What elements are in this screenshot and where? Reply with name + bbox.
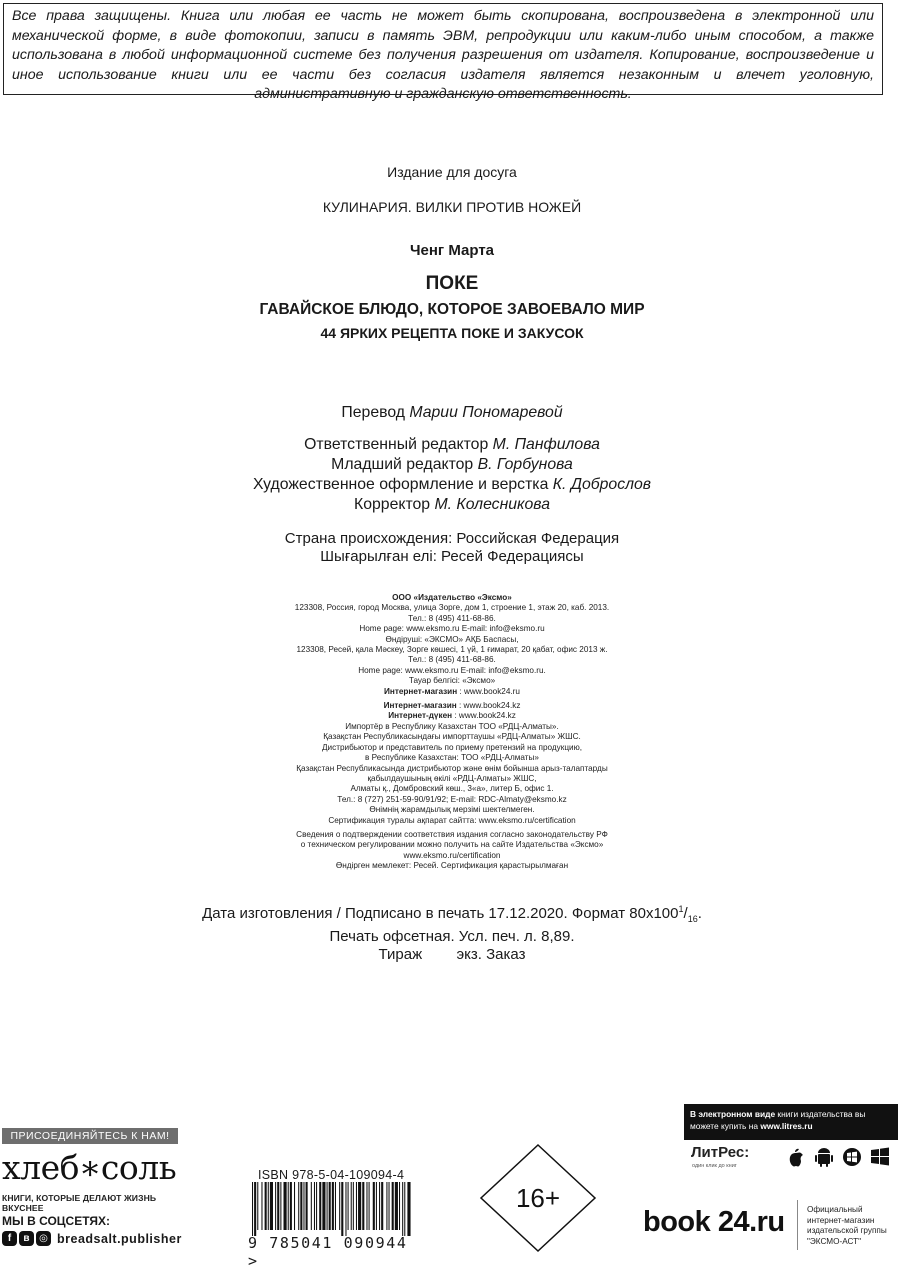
social-links [2,1231,182,1246]
barcode-bar [395,1182,398,1230]
format-fraction-denominator: 16 [687,914,698,924]
book24-desc-line: Официальный [807,1205,863,1214]
imprint-text: : www.book24.kz [452,711,516,721]
barcode-bar [335,1182,336,1230]
book24-desc-line: интернет-магазин [807,1215,875,1225]
imprint-text: Тел.: 8 (495) 411-68-86. [408,655,496,665]
staff-role: Ответственный редактор [304,436,489,453]
isbn-number: ISBN 978-5-04-109094-4 [258,1168,405,1182]
litres-logo: ЛитРес: [691,1144,750,1161]
staff-credit-row [0,475,904,495]
barcode-bar [351,1182,352,1230]
edition-type: Издание для досуга [387,164,517,180]
apple-icon [786,1146,806,1168]
barcode-bar [277,1182,279,1230]
book-subtitle-2: 44 ЯРКИХ РЕЦЕПТА ПОКЕ И ЗАКУСОК [320,325,584,341]
imprint-text: Тауар белгісі: «Эксмо» [408,676,496,686]
barcode-bar [353,1182,354,1230]
series-name: КУЛИНАРИЯ. ВИЛКИ ПРОТИВ НОЖЕЙ [322,199,582,215]
copyright-notice: Все права защищены. Книга или любая ее часть не может быть скопирована, воспроизведена в электронной или механической форме, в виде фотокопии, записи в память ЭВМ, репродукции или каким-либо иным способом, а также использована в любой информационной системе без получения разрешения от издателя. Копирование, воспроизведение и иное использование книги или ее части без согласия издателя является незаконным и влечет уголовную, административную и гражданскую ответственность. [3,3,883,95]
imprint-line [0,687,904,697]
barcode-bar [392,1182,394,1230]
vk-icon: в [19,1231,34,1246]
imprint-block-kazakhstan [0,701,904,826]
book-subtitle: ГАВАЙСКОЕ БЛЮДО, КОТОРОЕ ЗАВОЕВАЛО МИР [259,301,645,318]
litres-slogan: один клик до книг [692,1163,737,1169]
imprint-text: Импортёр в Республику Казахстан ТОО «РДЦ-Алматы». [345,721,559,731]
barcode-bar [288,1182,289,1230]
socials-label: МЫ В СОЦСЕТЯХ: [2,1214,111,1228]
print-date-text: Дата изготовления / Подписано в печать 17.12.2020. Формат 80x100 [202,905,679,922]
barcode-bar [314,1182,315,1230]
barcode-bar [341,1182,343,1236]
barcode-bar [290,1182,292,1230]
book-title: ПОКЕ [425,273,479,294]
barcode-bar [319,1182,321,1230]
litres-banner-text: книги издательства вы можете купить на [690,1109,866,1131]
barcode-bar [306,1182,308,1230]
staff-name: М. Колесникова [434,496,550,513]
barcode-bar [373,1182,375,1230]
imprint-line [0,851,904,861]
staff-name: М. Панфилова [492,436,600,453]
barcode-bar [402,1182,403,1236]
litres-site: www.litres.ru [760,1121,813,1131]
litres-banner [684,1104,898,1140]
barcode-bar [366,1182,367,1230]
format-fraction-numerator: 1 [678,904,684,914]
windows-icon [870,1146,890,1168]
imprint-line [0,764,904,774]
imprint-text: Тел.: 8 (495) 411-68-86. [408,613,496,623]
imprint-line [0,743,904,753]
barcode [248,1182,414,1236]
origin-ru: Страна происхождения: Российская Федерация [284,530,620,547]
imprint-text: в Республике Казахстан: ТОО «РДЦ-Алматы» [365,753,539,763]
imprint-text: қабылдаушының өкілі «РДЦ-Алматы» ЖШС, [367,773,537,783]
imprint-text: Home page: www.eksmo.ru E-mail: info@eksmo.ru [359,624,545,634]
barcode-bar [294,1182,295,1230]
imprint-text: Қазақстан Республикасындағы импорттаушы «РДЦ-Алматы» ЖШС. [323,732,581,742]
barcode-bar [356,1182,357,1230]
barcode-bar [376,1182,377,1230]
staff-role: Корректор [354,496,431,513]
barcode-bar [280,1182,281,1230]
windows-phone-icon [842,1146,862,1168]
barcode-bar [265,1182,267,1230]
barcode-bar [339,1182,340,1230]
imprint-line [0,635,904,645]
imprint-text: о техническом регулировании можно получить на сайте Издательства «Эксмо» [300,840,604,850]
join-us-banner: ПРИСОЕДИНЯЙТЕСЬ К НАМ! [2,1128,178,1144]
barcode-bar [348,1182,349,1230]
imprint-line [0,593,904,603]
staff-credit-row [0,495,904,515]
barcode-bar [381,1182,383,1230]
print-type: Печать офсетная. Усл. печ. л. 8,89. [329,928,575,945]
imprint-text: Тел.: 8 (727) 251-59-90/91/92; E-mail: RDC-Almaty@eksmo.kz [337,794,567,804]
imprint-label: Интернет-дүкен [388,711,453,721]
imprint-text: Алматы қ., Домбровский көш., 3«а», литер Б, офис 1. [350,784,554,794]
imprint-line [0,795,904,805]
barcode-bar [252,1182,253,1236]
imprint-block-certification [0,830,904,872]
barcode-digits: 9 785041 090944 > [248,1234,408,1270]
barcode-bar [303,1182,304,1230]
imprint-line [0,830,904,840]
staff-credits [0,435,904,515]
barcode-bar [407,1182,410,1236]
imprint-text: Сертификация туралы ақпарат сайтта: www.eksmo.ru/certification [328,815,576,825]
book24-description [807,1205,902,1247]
imprint-text: Сведения о подтверждении соответствия издания согласно законодательству РФ [296,829,608,839]
barcode-bar [345,1182,346,1236]
barcode-bar [369,1182,370,1230]
barcode-bar [386,1182,387,1230]
imprint-line [0,840,904,850]
print-date-end: . [697,905,702,922]
barcode-bar [358,1182,361,1230]
imprint-text: Өндірген мемлекет: Ресей. Сертификация қарастырылмаған [335,861,569,871]
print-date-format: Дата изготовления / Подписано в печать 17.12.2020. Формат $80x100^1/_{16}$. [202,904,702,924]
publisher-tagline: КНИГИ, КОТОРЫЕ ДЕЛАЮТ ЖИЗНЬ ВКУСНЕЕ [2,1193,157,1213]
imprint-text: 123308, Россия, город Москва, улица Зорге, дом 1, строение 1, этаж 20, каб. 2013. [294,603,610,613]
publisher-imprint [0,593,904,872]
imprint-text: ООО «Издательство «Эксмо» [392,593,512,602]
imprint-block-publisher [0,593,904,697]
imprint-text: Дистрибьютор и представитель по приему претензий на продукцию, [322,742,582,752]
platform-icons [786,1146,890,1168]
instagram-icon: ◎ [36,1231,51,1246]
imprint-line [0,624,904,634]
imprint-line [0,655,904,665]
imprint-text: Қазақстан Республикасында дистрибьютор және өнім бойынша арыз-талаптарды [296,763,608,773]
barcode-bar [284,1182,287,1230]
imprint-line [0,861,904,871]
barcode-bar [362,1182,364,1230]
barcode-bar [300,1182,302,1230]
translation-label: Перевод [341,404,405,421]
staff-role: Художественное оформление и верстка [252,476,549,493]
staff-name: К. Доброслов [552,476,652,493]
barcode-bar [399,1182,400,1230]
staff-credit-row [0,455,904,475]
print-run-label: Тираж [378,946,423,963]
imprint-label: Интернет-магазин [384,686,458,696]
imprint-text: : www.book24.ru [457,686,520,696]
imprint-text: 123308, Ресей, қала Мәскеу, Зорге көшесі, 1 үй, 1 ғимарат, 20 қабат, офис 2013 ж. [296,645,608,655]
imprint-line [0,732,904,742]
imprint-line [0,711,904,721]
print-order-label: экз. Заказ [456,946,526,963]
print-info [0,900,904,964]
imprint-line [0,666,904,676]
barcode-bar [327,1182,328,1230]
barcode-bar [389,1182,390,1230]
print-run [0,946,904,964]
barcode-bar [404,1182,405,1236]
barcode-bar [298,1182,299,1230]
imprint-line [0,603,904,613]
imprint-line [0,722,904,732]
barcode-bar [261,1182,262,1230]
litres-banner-bold: В электронном виде [690,1109,776,1119]
imprint-text: Өндіруші: «ЭКСМО» АҚБ Баспасы, [385,634,519,644]
facebook-icon: f [2,1231,17,1246]
imprint-line [0,701,904,711]
age-rating-badge [479,1143,597,1253]
imprint-line [0,676,904,686]
imprint-label: Интернет-магазин [383,701,457,711]
barcode-bar [268,1182,269,1230]
staff-role: Младший редактор [331,456,474,473]
barcode-bar [379,1182,380,1230]
staff-name: В. Горбунова [477,456,573,473]
barcode-bar [311,1182,312,1230]
publisher-logo: хлеб∗соль [2,1148,177,1187]
imprint-line [0,753,904,763]
book24-desc-line: издательской группы [807,1226,887,1235]
social-handle: breadsalt.publisher [57,1231,182,1246]
book24-desc-line: "ЭКСМО-АСТ" [807,1236,862,1246]
barcode-bar [270,1182,273,1230]
author-name: Ченг Марта [409,242,495,259]
imprint-text: www.eksmo.ru/certification [403,850,501,860]
book24-logo: book 24.ru [643,1206,785,1238]
translator-name: Марии Пономаревой [409,404,563,421]
imprint-line [0,805,904,815]
imprint-line [0,816,904,826]
barcode-bar [257,1182,258,1230]
imprint-line [0,784,904,794]
translation-credit [0,403,904,423]
barcode-bar [329,1182,331,1230]
imprint-line [0,614,904,624]
imprint-line [0,645,904,655]
imprint-text: Home page: www.eksmo.ru E-mail: info@eksmo.ru. [358,665,546,675]
imprint-text: : www.book24.kz [456,701,521,711]
barcode-bar [322,1182,325,1230]
staff-credit-row [0,435,904,455]
barcode-bar [254,1182,256,1236]
android-icon [814,1146,834,1168]
barcode-bar [332,1182,334,1230]
barcode-bar [316,1182,317,1230]
age-rating-text: 16+ [515,1183,561,1213]
imprint-line [0,774,904,784]
barcode-bar [275,1182,276,1230]
book24-divider [797,1200,798,1250]
imprint-text: Өнімнің жарамдылық мерзімі шектелмеген. [369,805,535,815]
origin-info [0,530,904,566]
origin-kz: Шығарылған елі: Ресей Федерациясы [320,548,584,565]
